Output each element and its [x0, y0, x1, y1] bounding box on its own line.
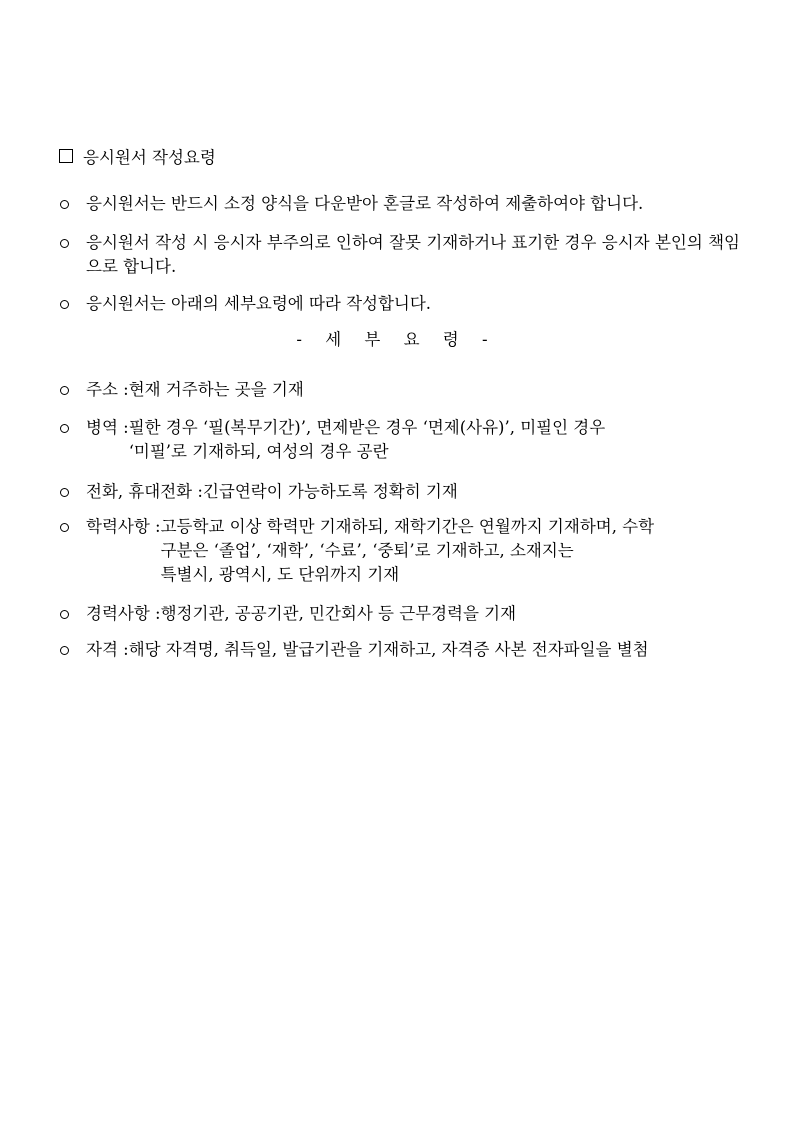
circle-bullet-icon — [60, 602, 86, 626]
section-heading — [59, 144, 216, 168]
general-item-3 — [60, 292, 740, 316]
detail-item-text: 행정기관, 공공기관, 민간회사 등 근무경력을 기재 — [160, 604, 517, 623]
detail-item-license — [60, 638, 740, 662]
detail-item-text: ‘미필’로 기재하되, 여성의 경우 공란 — [128, 442, 389, 461]
detail-item-label: 자격 : — [86, 640, 129, 659]
detail-item-military — [60, 416, 740, 464]
detail-item-label: 병역 : — [86, 418, 129, 437]
general-item-text: 응시원서는 아래의 세부요령에 따라 작성합니다. — [86, 294, 432, 313]
circle-bullet-icon — [60, 416, 86, 464]
detail-item-label: 전화, 휴대전화 : — [86, 482, 203, 501]
detail-item-text: 구분은 ‘졸업’, ‘재학’, ‘수료’, ‘중퇴’로 기재하고, 소재지는 — [160, 541, 574, 560]
detail-item-address — [60, 378, 740, 402]
circle-bullet-icon — [60, 480, 86, 504]
circle-bullet-icon — [60, 515, 86, 587]
checkbox-square-icon — [59, 149, 73, 163]
general-item-text: 응시원서는 반드시 소정 양식을 다운받아 혼글로 작성하여 제출하여야 합니다. — [86, 194, 644, 213]
detail-item-text: 해당 자격명, 취득일, 발급기관을 기재하고, 자격증 사본 전자파일을 별첨 — [128, 640, 649, 659]
general-item-2 — [60, 231, 740, 279]
circle-bullet-icon — [60, 231, 86, 279]
detail-item-text: 긴급연락이 가능하도록 정확히 기재 — [202, 482, 458, 501]
circle-bullet-icon — [60, 292, 86, 316]
detail-item-career — [60, 602, 740, 626]
detail-item-education — [60, 515, 740, 587]
detail-item-text: 필한 경우 ‘필(복무기간)’, 면제받은 경우 ‘면제(사유)’, 미필인 경우 — [128, 418, 606, 437]
circle-bullet-icon — [60, 192, 86, 216]
detail-item-phone — [60, 480, 740, 504]
detail-item-label: 경력사항 : — [86, 604, 161, 623]
detail-title: - 세 부 요 령 - — [296, 330, 497, 349]
circle-bullet-icon — [60, 378, 86, 402]
detail-item-text: 고등학교 이상 학력만 기재하되, 재학기간은 연월까지 기재하며, 수학 — [160, 517, 655, 536]
general-item-1 — [60, 192, 740, 216]
detail-item-label: 학력사항 : — [86, 517, 161, 536]
detail-item-text: 현재 거주하는 곳을 기재 — [128, 380, 304, 399]
detail-item-label: 주소 : — [86, 380, 129, 399]
circle-bullet-icon — [60, 638, 86, 662]
section-heading-text: 응시원서 작성요령 — [83, 148, 216, 167]
general-item-text: 응시원서 작성 시 응시자 부주의로 인하여 잘못 기재하거나 표기한 경우 응시자 본인의 책임으로 합니다. — [86, 233, 740, 276]
detail-item-text: 특별시, 광역시, 도 단위까지 기재 — [160, 565, 400, 584]
